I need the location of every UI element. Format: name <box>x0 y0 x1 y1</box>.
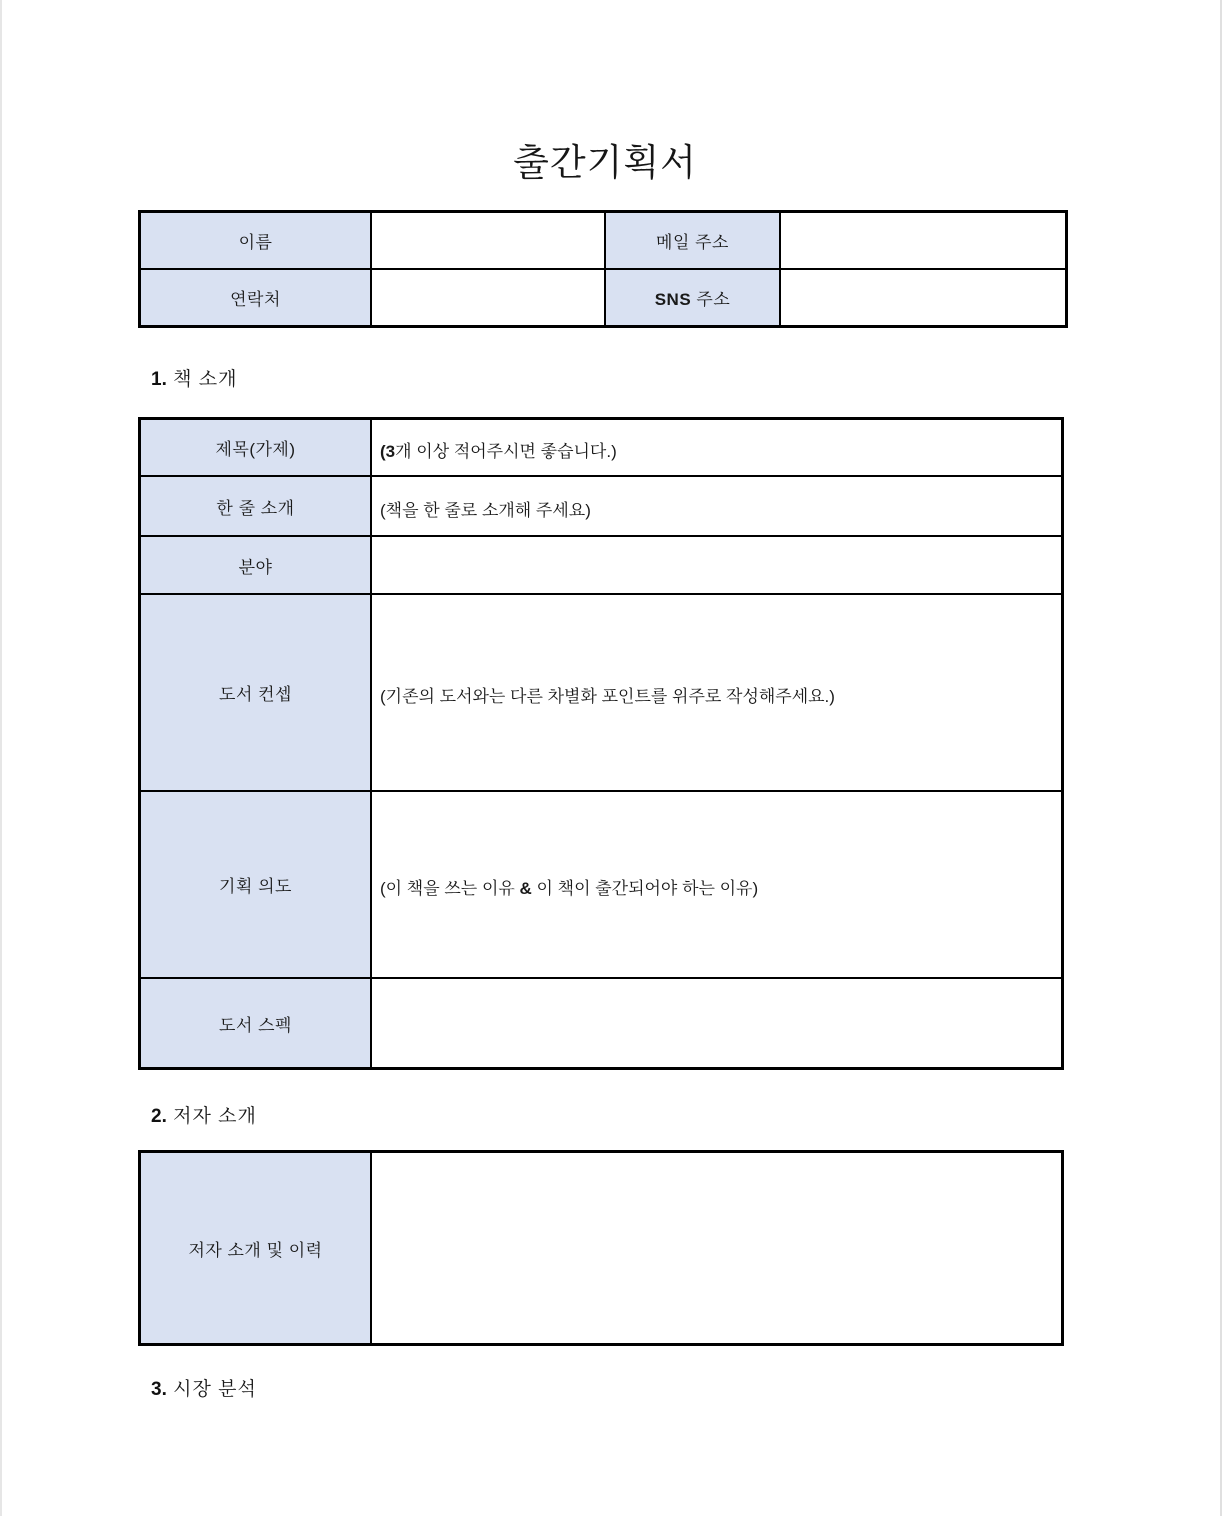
section-title: 저자 소개 <box>166 1106 257 1127</box>
contact-label-sns-suffix: 주소 <box>691 290 731 309</box>
book-label-genre: 분야 <box>140 536 372 594</box>
section-number: 2. <box>151 1106 167 1127</box>
table-row <box>140 419 1063 477</box>
contact-field-phone[interactable] <box>371 269 605 327</box>
book-label-spec: 도서 스펙 <box>140 978 372 1069</box>
book-field-genre[interactable] <box>371 536 1063 594</box>
table-row <box>140 476 1063 536</box>
contact-field-sns[interactable] <box>780 269 1067 327</box>
section-title: 시장 분석 <box>166 1379 257 1400</box>
book-hint-title-text: 개 이상 적어주시면 좋습니다.) <box>395 442 617 461</box>
author-label-bio: 저자 소개 및 이력 <box>140 1152 372 1345</box>
page-content <box>2 0 1222 1516</box>
book-hint-genre <box>372 561 1061 570</box>
book-hint-oneline: (책을 한 줄로 소개해 주세요) <box>380 500 591 520</box>
book-hint-intent-prefix: (이 책을 쓰는 이유 <box>380 879 520 898</box>
book-field-intent[interactable] <box>371 791 1063 978</box>
book-label-intent: 기획 의도 <box>140 791 372 978</box>
author-field-bio[interactable] <box>371 1152 1063 1345</box>
book-field-title[interactable] <box>371 419 1063 477</box>
book-label-title: 제목(가제) <box>140 419 372 477</box>
page-title: 출간기획서 <box>513 142 697 183</box>
contact-field-name[interactable] <box>371 212 605 270</box>
table-row <box>140 269 1067 327</box>
contact-label-sns <box>605 269 780 327</box>
book-hint-title-prefix: (3 <box>380 442 396 461</box>
book-hint-concept: (기존의 도서와는 다른 차별화 포인트를 위주로 작성해주세요.) <box>380 687 835 706</box>
author-intro-table <box>138 1150 1064 1346</box>
table-row <box>140 594 1063 791</box>
book-intro-table <box>138 417 1064 1070</box>
section-number: 3. <box>151 1379 167 1400</box>
book-hint-spec <box>372 1019 1061 1028</box>
contact-field-email[interactable] <box>780 212 1067 270</box>
book-field-concept[interactable] <box>371 594 1063 791</box>
contact-label-phone: 연락처 <box>140 269 372 327</box>
table-row <box>140 1152 1063 1345</box>
section-title: 책 소개 <box>166 369 238 390</box>
book-hint-title <box>372 432 1061 463</box>
contact-label-email: 메일 주소 <box>605 212 780 270</box>
book-hint-intent-suffix: 이 책이 출간되어야 하는 이유) <box>531 879 759 898</box>
table-row <box>140 536 1063 594</box>
contact-label-name: 이름 <box>140 212 372 270</box>
table-row <box>140 978 1063 1069</box>
book-label-oneline: 한 줄 소개 <box>140 476 372 536</box>
book-label-concept: 도서 컨셉 <box>140 594 372 791</box>
book-hint-intent <box>372 869 1061 900</box>
book-field-oneline[interactable] <box>371 476 1063 536</box>
section-number: 1. <box>151 369 167 390</box>
contact-info-table <box>138 210 1068 328</box>
section-heading-author-intro <box>151 1105 257 1129</box>
section-heading-market-analysis <box>151 1378 257 1402</box>
book-hint-intent-amp: & <box>519 879 532 898</box>
book-field-spec[interactable] <box>371 978 1063 1069</box>
table-row <box>140 791 1063 978</box>
table-row <box>140 212 1067 270</box>
section-heading-book-intro <box>151 368 237 392</box>
contact-label-sns-prefix: SNS <box>654 290 692 309</box>
